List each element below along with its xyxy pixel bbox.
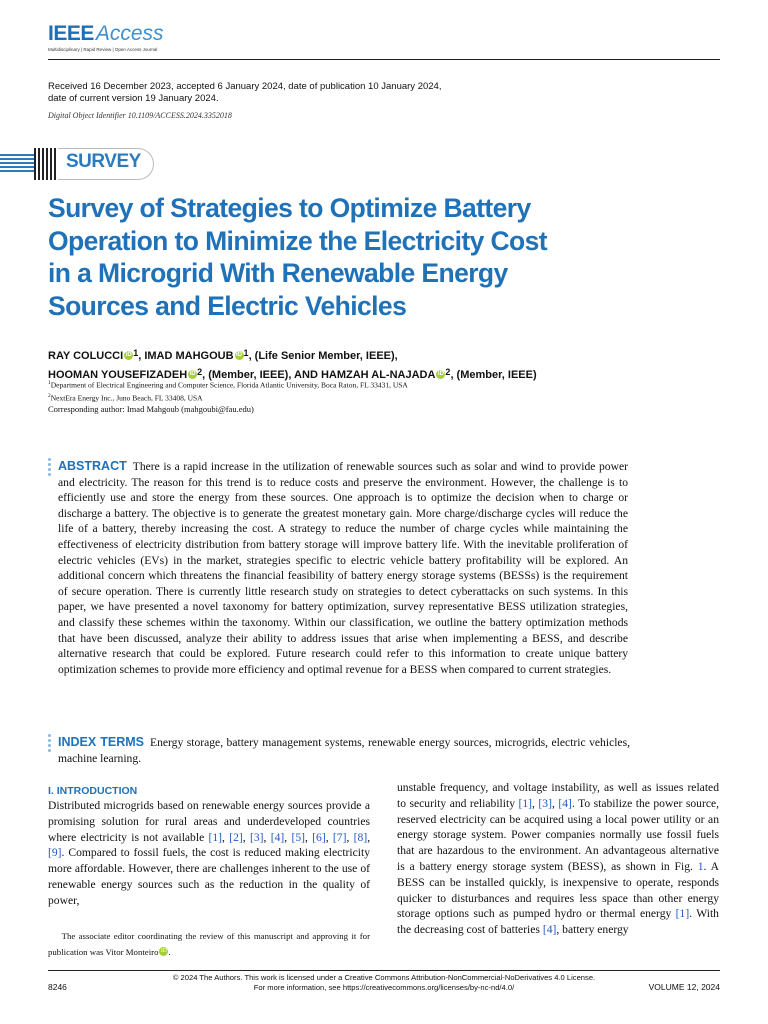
author-role: , (Member, IEEE) — [450, 369, 537, 381]
corresponding-author: Corresponding author: Imad Mahgoub (mahgoubi@fau.edu) — [48, 404, 254, 414]
intro-paragraph-continued: unstable frequency, and voltage instability, as well as issues related to security and reliability [1], [3], [4]. To stabilize the power source, reserved electricity can be acquired using a local power utility or an energy storage system. Power companies normally use fossil fuels that are hazardous to the environment. An advantageous alternative is a battery energy storage system (BESS), as shown in Fig. 1. A BESS can be installed quickly, is inexpensive to operate, responds quicker to disturbances and requires less space than other energy storage options such as pumped hydro or thermal energy [1]. With the decreasing cost of batteries [4], battery energy — [397, 781, 720, 937]
intro-paragraph: Distributed microgrids based on renewable energy sources provide a promising solution for rural areas and underdeveloped countries where electricity is not available [1], [2], [3], [4], [5], [6], [7], [8], [9]. Compared to fossil fuels, the cost is reduced making electricity more affordable. However, there are challenges inherent to the use of renewable energy sources such as the reduction in the quality of power, — [48, 799, 371, 907]
citation-link[interactable]: [2] — [229, 830, 243, 844]
citation-link[interactable]: [4] — [542, 923, 557, 937]
doi-line: Digital Object Identifier 10.1109/ACCESS.2024.3352018 — [48, 111, 232, 120]
banner-stripes-icon — [0, 154, 34, 174]
citation-link[interactable]: [9] — [48, 846, 62, 860]
index-terms-dots-icon — [48, 734, 52, 754]
author-role: , (Life Senior Member, IEEE), — [248, 350, 398, 362]
citation-link[interactable]: [4] — [270, 830, 285, 844]
volume-info: VOLUME 12, 2024 — [648, 982, 720, 992]
article-type-banner — [0, 148, 156, 180]
footer-divider — [48, 970, 720, 971]
license-line-2[interactable]: For more information, see https://creativecommons.org/licenses/by-nc-nd/4.0/ — [253, 983, 515, 992]
logo-access-text: Access — [95, 22, 164, 45]
citation-link[interactable]: [6] — [312, 830, 326, 844]
author-affiliation-number: 1 — [133, 348, 139, 358]
author-list: RAY COLUCCI iD $^1$, IMAD MAHGOUB iD $^1$, (Life Senior Member, IEEE), HOOMAN YOUSEFIZADEH iD $^2$, (Member, IEEE), AND HAMZAH AL-NAJADA iD $^2$, (Member, IEEE) — [48, 348, 537, 381]
index-terms-heading: INDEX TERMS — [58, 735, 144, 749]
author-affiliation-number: 2 — [445, 367, 451, 377]
citation-link[interactable]: [1] — [208, 830, 223, 844]
citation-link[interactable]: [1] — [518, 796, 533, 810]
index-terms-text: Energy storage, battery management systems, renewable energy sources, microgrids, electric vehicles, machine learning. — [58, 736, 630, 765]
citation-link[interactable]: [3] — [538, 796, 552, 810]
citation-link[interactable]: [7] — [332, 830, 347, 844]
orcid-icon[interactable]: iD — [125, 352, 132, 358]
citation-link[interactable]: [5] — [291, 830, 305, 844]
received-line-1: Received 16 December 2023, accepted 6 January 2024, date of publication 10 January 2024, — [48, 81, 442, 92]
citation-link[interactable]: [1] — [675, 907, 690, 921]
abstract-heading: ABSTRACT — [58, 459, 127, 473]
author-affiliation-number: 1 — [243, 348, 249, 358]
license-line-1: © 2024 The Authors. This work is licensed under a Creative Commons Attribution-NonCommercial-NoDerivatives 4.0 License. — [172, 973, 596, 982]
orcid-icon[interactable]: iD — [437, 371, 444, 377]
abstract-text: There is a rapid increase in the utilization of renewable sources such as solar and wind to provide power and electricity. The reason for this trend is to reduce costs and preserve the environment. However, the challenge is to efficiently use and store the energy from these sources. One approach is to optimize the decision when to charge or discharge a battery. The objective is to generate the greatest monetary gain. More charge/discharge cycles will reduce the life of a battery, thereby increasing the cost. A strategy to reduce the number of charge cycles while maintaining the effectiveness of electricity distribution from battery storage will improve battery life. With the inevitable proliferation of electric vehicles (EVs) in the market, strategies specific to electric vehicle battery profitability will be explored. An additional concern which threatens the financial feasibility of battery energy storage systems (BESSs) is the requirement of secure operation. There is currently little research study on strategies to detect cyberattacks on such systems. In this paper, we have presented a novel taxonomy for battery optimization, survey representative BESS utilization strategies, and classify these schemes within the taxonomy. Within our classification, we outline the battery optimization methods that have been discussed, analyze their ability to address issues that arise when implementing a BESS, and describe alternative research that could be explored. Future research could refer to this information to create unique battery optimization schemes to provide more efficiency and optimal revenue for a BESS when compared to current strategies. — [58, 460, 628, 676]
abstract — [58, 459, 628, 677]
figure-link[interactable]: 1 — [697, 859, 704, 873]
author-name: HAMZAH AL-NAJADA — [320, 369, 436, 381]
paper-title: Survey of Strategies to Optimize Battery Operation to Minimize the Electricity Cost in a Microgrid With Renewable Energy Sources and Electric Vehicles — [48, 193, 547, 321]
citation-link[interactable]: [8] — [353, 830, 368, 844]
author-name: IMAD MAHGOUB — [144, 350, 234, 362]
citation-link[interactable]: [4] — [558, 796, 572, 810]
affiliations — [48, 378, 720, 403]
received-line-2: date of current version 19 January 2024. — [48, 93, 219, 104]
editor-footnote: The associate editor coordinating the review of this manuscript and approving it for publication was Vitor Monteiro iD . — [48, 931, 371, 957]
author-role: , (Member, IEEE), AND — [202, 369, 318, 381]
logo-ieee-text: IEEE — [48, 22, 94, 45]
logo-tagline: Multidisciplinary | Rapid Review | Open Access Journal — [48, 47, 158, 52]
orcid-icon[interactable]: iD — [189, 371, 196, 377]
affiliation-1: $^1$Department of Electrical Engineering and Computer Science, Florida Atlantic University, Boca Raton, FL 33431, USA — [48, 380, 408, 390]
abstract-dots-icon — [48, 458, 52, 478]
author-name: RAY COLUCCI — [48, 350, 124, 362]
left-column — [48, 784, 370, 909]
journal-logo — [48, 22, 164, 46]
article-type-label: SURVEY — [66, 151, 141, 172]
orcid-icon[interactable]: iD — [160, 948, 167, 954]
right-column — [397, 780, 719, 938]
banner-bars-icon — [34, 148, 58, 180]
section-heading-introduction: I. INTRODUCTION — [48, 785, 138, 797]
page-number: 8246 — [48, 982, 67, 992]
orcid-icon[interactable]: iD — [236, 352, 243, 358]
author-affiliation-number: 2 — [197, 367, 203, 377]
citation-link[interactable]: [3] — [249, 830, 264, 844]
index-terms — [58, 735, 630, 766]
received-dates — [48, 81, 508, 105]
author-name: HOOMAN YOUSEFIZADEH — [48, 369, 188, 381]
affiliation-2: $^2$NextEra Energy Inc., Juno Beach, FL 33408, USA — [48, 392, 203, 402]
header-divider — [48, 59, 720, 60]
